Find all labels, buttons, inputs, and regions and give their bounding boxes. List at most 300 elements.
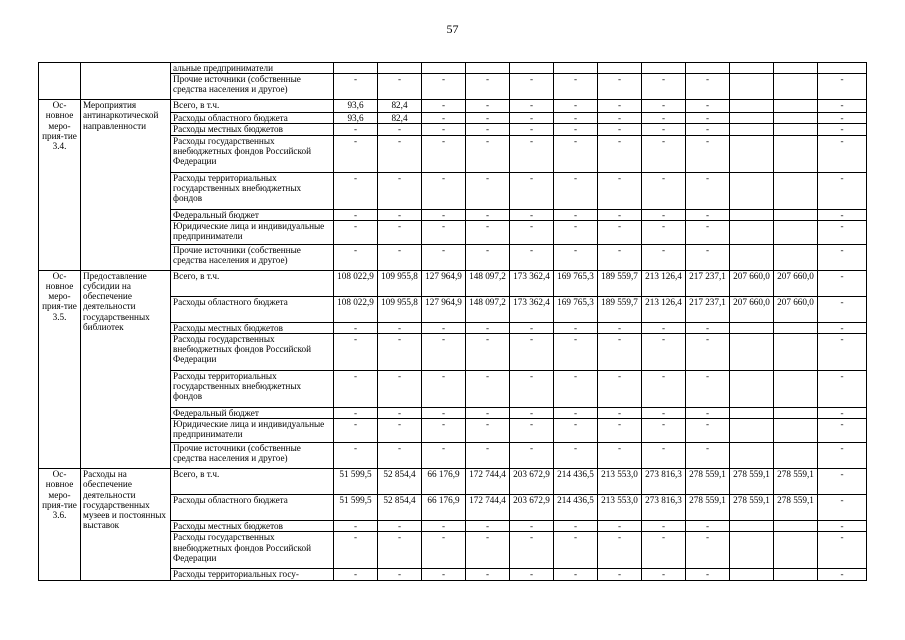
funding-source-cell: Юридические лица и индивидуальные предприниматели — [171, 419, 334, 443]
value-cell: - — [422, 124, 466, 135]
value-cell: - — [554, 135, 598, 172]
funding-source-cell: Расходы государственных внебюджетных фондов Российской Федерации — [171, 334, 334, 371]
value-cell: 169 765,3 — [554, 270, 598, 296]
value-cell: - — [510, 532, 554, 569]
value-cell: - — [686, 74, 730, 100]
value-cell: - — [334, 322, 378, 333]
value-cell: - — [642, 443, 686, 469]
value-cell: 278 559,1 — [774, 469, 818, 495]
value-cell: 214 436,5 — [554, 469, 598, 495]
value-cell: 278 559,1 — [686, 469, 730, 495]
value-cell: - — [466, 443, 510, 469]
value-cell — [774, 569, 818, 580]
value-cell: - — [554, 419, 598, 443]
value-cell: - — [554, 209, 598, 220]
value-cell: 109 955,8 — [378, 270, 422, 296]
funding-source-cell: Прочие источники (собственные средства населения и другое) — [171, 74, 334, 100]
value-cell — [730, 408, 774, 419]
value-cell: 127 964,9 — [422, 270, 466, 296]
value-cell: 214 436,5 — [554, 495, 598, 521]
value-cell: - — [818, 220, 867, 244]
value-cell: - — [554, 532, 598, 569]
value-cell: - — [466, 74, 510, 100]
value-cell: - — [422, 443, 466, 469]
funding-source-cell: Расходы государственных внебюджетных фондов Российской Федерации — [171, 135, 334, 172]
value-cell — [774, 443, 818, 469]
value-cell: - — [334, 569, 378, 580]
value-cell: 207 660,0 — [730, 270, 774, 296]
value-cell: - — [378, 244, 422, 270]
value-cell: - — [510, 408, 554, 419]
value-cell: - — [686, 322, 730, 333]
value-cell: - — [642, 113, 686, 124]
value-cell: - — [818, 334, 867, 371]
value-cell: - — [818, 371, 867, 408]
value-cell: - — [378, 172, 422, 209]
value-cell: - — [598, 408, 642, 419]
value-cell: - — [818, 469, 867, 495]
value-cell — [774, 100, 818, 113]
value-cell — [730, 532, 774, 569]
value-cell: - — [510, 209, 554, 220]
value-cell: - — [818, 244, 867, 270]
value-cell: - — [818, 443, 867, 469]
value-cell — [730, 371, 774, 408]
value-cell — [774, 113, 818, 124]
value-cell: - — [818, 419, 867, 443]
value-cell: - — [334, 74, 378, 100]
value-cell: - — [686, 124, 730, 135]
value-cell — [774, 135, 818, 172]
value-cell: - — [334, 124, 378, 135]
value-cell — [598, 63, 642, 74]
measure-name-cell: Предоставление субсидии на обеспечение деятельности государственных библиотек — [81, 270, 171, 468]
value-cell: 108 022,9 — [334, 270, 378, 296]
value-cell: 93,6 — [334, 100, 378, 113]
value-cell: 172 744,4 — [466, 469, 510, 495]
value-cell: - — [642, 74, 686, 100]
table-row — [39, 63, 867, 74]
value-cell: - — [686, 408, 730, 419]
value-cell: - — [818, 569, 867, 580]
value-cell — [730, 521, 774, 532]
value-cell: - — [334, 209, 378, 220]
value-cell: 82,4 — [378, 100, 422, 113]
funding-source-cell: Расходы территориальных государственных внебюджетных фондов — [171, 371, 334, 408]
value-cell — [774, 124, 818, 135]
value-cell: - — [422, 135, 466, 172]
value-cell: 213 553,0 — [598, 469, 642, 495]
value-cell: 203 672,9 — [510, 469, 554, 495]
value-cell: - — [466, 334, 510, 371]
value-cell: - — [510, 371, 554, 408]
value-cell: - — [554, 100, 598, 113]
value-cell: - — [510, 172, 554, 209]
value-cell: - — [378, 220, 422, 244]
value-cell: 217 237,1 — [686, 270, 730, 296]
value-cell: - — [422, 334, 466, 371]
value-cell: - — [422, 371, 466, 408]
value-cell: - — [334, 408, 378, 419]
value-cell: - — [466, 408, 510, 419]
value-cell: - — [466, 113, 510, 124]
value-cell: - — [686, 371, 730, 408]
value-cell — [334, 63, 378, 74]
value-cell: - — [466, 220, 510, 244]
value-cell: - — [422, 74, 466, 100]
value-cell — [378, 63, 422, 74]
value-cell: - — [818, 172, 867, 209]
value-cell — [774, 209, 818, 220]
value-cell: - — [422, 569, 466, 580]
measure-name-cell — [81, 63, 171, 100]
measure-number-cell: Ос-новное меро-прия-тие 3.6. — [39, 469, 81, 580]
funding-source-cell: Расходы местных бюджетов — [171, 322, 334, 333]
value-cell: - — [466, 124, 510, 135]
value-cell: 213 553,0 — [598, 495, 642, 521]
value-cell: - — [422, 100, 466, 113]
value-cell: - — [334, 135, 378, 172]
value-cell: - — [598, 532, 642, 569]
value-cell: - — [686, 569, 730, 580]
value-cell — [774, 220, 818, 244]
page-number: 57 — [446, 22, 459, 36]
funding-source-cell: Расходы областного бюджета — [171, 495, 334, 521]
value-cell: 207 660,0 — [730, 296, 774, 322]
value-cell: - — [422, 322, 466, 333]
value-cell: - — [466, 371, 510, 408]
value-cell — [422, 63, 466, 74]
value-cell: - — [554, 443, 598, 469]
value-cell — [730, 569, 774, 580]
value-cell: 172 744,4 — [466, 495, 510, 521]
value-cell: - — [378, 521, 422, 532]
value-cell: - — [334, 244, 378, 270]
value-cell: - — [378, 135, 422, 172]
value-cell: - — [818, 124, 867, 135]
value-cell — [774, 334, 818, 371]
value-cell: 51 599,5 — [334, 469, 378, 495]
value-cell — [774, 63, 818, 74]
value-cell — [466, 63, 510, 74]
value-cell: - — [818, 113, 867, 124]
value-cell: - — [466, 569, 510, 580]
value-cell: - — [422, 209, 466, 220]
value-cell: - — [818, 408, 867, 419]
value-cell: 207 660,0 — [774, 270, 818, 296]
value-cell: - — [642, 408, 686, 419]
value-cell: - — [686, 113, 730, 124]
value-cell — [730, 443, 774, 469]
value-cell: 148 097,2 — [466, 296, 510, 322]
value-cell — [774, 74, 818, 100]
value-cell — [818, 63, 867, 74]
value-cell: - — [642, 100, 686, 113]
value-cell: - — [642, 521, 686, 532]
value-cell: - — [334, 419, 378, 443]
value-cell: - — [334, 521, 378, 532]
value-cell — [774, 532, 818, 569]
value-cell: - — [818, 521, 867, 532]
value-cell: - — [378, 371, 422, 408]
value-cell: - — [554, 113, 598, 124]
table-row — [39, 270, 867, 296]
value-cell — [774, 172, 818, 209]
value-cell: - — [598, 521, 642, 532]
value-cell: 82,4 — [378, 113, 422, 124]
value-cell: - — [598, 172, 642, 209]
funding-source-cell: Федеральный бюджет — [171, 408, 334, 419]
value-cell: - — [378, 569, 422, 580]
value-cell: - — [598, 74, 642, 100]
value-cell: - — [334, 172, 378, 209]
value-cell — [730, 113, 774, 124]
value-cell: - — [686, 209, 730, 220]
funding-source-cell: Расходы местных бюджетов — [171, 124, 334, 135]
value-cell — [554, 63, 598, 74]
value-cell: - — [818, 270, 867, 296]
value-cell: - — [510, 443, 554, 469]
value-cell: - — [598, 113, 642, 124]
value-cell: - — [466, 419, 510, 443]
measure-number-cell: Ос-новное меро-прия-тие 3.4. — [39, 100, 81, 271]
value-cell — [774, 521, 818, 532]
budget-table — [38, 62, 867, 581]
value-cell: 273 816,3 — [642, 469, 686, 495]
value-cell: - — [378, 209, 422, 220]
value-cell: 109 955,8 — [378, 296, 422, 322]
value-cell: 169 765,3 — [554, 296, 598, 322]
funding-source-cell: Расходы областного бюджета — [171, 296, 334, 322]
funding-source-cell: Всего, в т.ч. — [171, 100, 334, 113]
value-cell: 148 097,2 — [466, 270, 510, 296]
funding-source-cell: альные предприниматели — [171, 63, 334, 74]
value-cell: - — [686, 100, 730, 113]
value-cell: - — [466, 172, 510, 209]
value-cell: - — [422, 113, 466, 124]
value-cell: - — [422, 408, 466, 419]
value-cell: - — [334, 532, 378, 569]
value-cell: - — [642, 322, 686, 333]
value-cell: - — [642, 334, 686, 371]
value-cell — [730, 135, 774, 172]
value-cell: - — [554, 569, 598, 580]
value-cell: - — [642, 532, 686, 569]
value-cell: - — [378, 419, 422, 443]
value-cell: 66 176,9 — [422, 469, 466, 495]
value-cell: 189 559,7 — [598, 270, 642, 296]
value-cell: - — [334, 371, 378, 408]
funding-source-cell: Прочие источники (собственные средства населения и другое) — [171, 244, 334, 270]
value-cell: - — [510, 74, 554, 100]
value-cell: - — [422, 172, 466, 209]
value-cell: - — [510, 322, 554, 333]
value-cell: - — [686, 443, 730, 469]
value-cell: - — [598, 244, 642, 270]
value-cell: - — [334, 220, 378, 244]
value-cell: - — [510, 419, 554, 443]
value-cell: - — [598, 569, 642, 580]
value-cell — [774, 419, 818, 443]
value-cell — [730, 172, 774, 209]
value-cell: - — [510, 220, 554, 244]
value-cell: - — [554, 521, 598, 532]
value-cell: - — [818, 100, 867, 113]
value-cell: - — [598, 124, 642, 135]
value-cell: - — [422, 244, 466, 270]
value-cell: 173 362,4 — [510, 270, 554, 296]
value-cell: - — [378, 443, 422, 469]
value-cell — [730, 209, 774, 220]
funding-source-cell: Юридические лица и индивидуальные предприниматели — [171, 220, 334, 244]
value-cell: 213 126,4 — [642, 296, 686, 322]
value-cell: 213 126,4 — [642, 270, 686, 296]
value-cell: - — [642, 371, 686, 408]
value-cell: - — [818, 322, 867, 333]
funding-source-cell: Всего, в т.ч. — [171, 270, 334, 296]
value-cell: 52 854,4 — [378, 495, 422, 521]
value-cell — [730, 322, 774, 333]
value-cell: - — [466, 532, 510, 569]
value-cell: - — [686, 135, 730, 172]
value-cell: - — [598, 220, 642, 244]
value-cell: - — [598, 419, 642, 443]
funding-source-cell: Прочие источники (собственные средства населения и другое) — [171, 443, 334, 469]
value-cell: 108 022,9 — [334, 296, 378, 322]
funding-source-cell: Расходы местных бюджетов — [171, 521, 334, 532]
value-cell — [686, 63, 730, 74]
value-cell: - — [510, 521, 554, 532]
value-cell: 278 559,1 — [730, 469, 774, 495]
funding-source-cell: Расходы территориальных государственных внебюджетных фондов — [171, 172, 334, 209]
value-cell: - — [686, 172, 730, 209]
value-cell: - — [466, 209, 510, 220]
value-cell: - — [818, 135, 867, 172]
value-cell: - — [642, 172, 686, 209]
value-cell: - — [642, 124, 686, 135]
value-cell: - — [378, 334, 422, 371]
value-cell: - — [334, 334, 378, 371]
funding-source-cell: Федеральный бюджет — [171, 209, 334, 220]
value-cell: - — [554, 74, 598, 100]
value-cell: - — [554, 244, 598, 270]
value-cell: - — [466, 521, 510, 532]
value-cell: 51 599,5 — [334, 495, 378, 521]
value-cell: 173 362,4 — [510, 296, 554, 322]
value-cell: - — [598, 443, 642, 469]
value-cell: - — [334, 443, 378, 469]
measure-name-cell: Мероприятия антинаркотической направленности — [81, 100, 171, 271]
value-cell: - — [510, 244, 554, 270]
funding-source-cell: Расходы государственных внебюджетных фондов Российской Федерации — [171, 532, 334, 569]
value-cell: 207 660,0 — [774, 296, 818, 322]
value-cell: 203 672,9 — [510, 495, 554, 521]
value-cell: - — [686, 532, 730, 569]
value-cell: 278 559,1 — [686, 495, 730, 521]
value-cell: - — [554, 220, 598, 244]
value-cell — [730, 419, 774, 443]
value-cell — [730, 100, 774, 113]
value-cell: - — [554, 408, 598, 419]
value-cell: - — [510, 569, 554, 580]
value-cell — [774, 408, 818, 419]
value-cell — [730, 124, 774, 135]
value-cell: - — [686, 244, 730, 270]
funding-source-cell: Всего, в т.ч. — [171, 469, 334, 495]
value-cell: - — [554, 124, 598, 135]
value-cell — [730, 244, 774, 270]
value-cell: - — [422, 532, 466, 569]
value-cell: 52 854,4 — [378, 469, 422, 495]
value-cell — [510, 63, 554, 74]
value-cell: - — [598, 371, 642, 408]
value-cell: - — [466, 100, 510, 113]
value-cell: - — [510, 100, 554, 113]
value-cell: - — [422, 521, 466, 532]
value-cell: - — [598, 209, 642, 220]
value-cell: - — [598, 100, 642, 113]
value-cell: 93,6 — [334, 113, 378, 124]
value-cell: - — [422, 419, 466, 443]
value-cell: - — [554, 172, 598, 209]
value-cell: - — [510, 124, 554, 135]
value-cell: - — [642, 569, 686, 580]
value-cell: 273 816,3 — [642, 495, 686, 521]
value-cell: - — [510, 334, 554, 371]
value-cell: - — [642, 419, 686, 443]
funding-source-cell: Расходы территориальных госу- — [171, 569, 334, 580]
measure-number-cell — [39, 63, 81, 100]
value-cell: - — [378, 408, 422, 419]
value-cell — [730, 74, 774, 100]
value-cell: - — [598, 135, 642, 172]
value-cell: - — [818, 495, 867, 521]
value-cell: - — [554, 322, 598, 333]
value-cell — [774, 244, 818, 270]
value-cell — [730, 220, 774, 244]
value-cell: - — [466, 322, 510, 333]
value-cell: - — [598, 334, 642, 371]
value-cell: 217 237,1 — [686, 296, 730, 322]
value-cell — [774, 322, 818, 333]
value-cell: - — [554, 334, 598, 371]
value-cell: - — [686, 419, 730, 443]
value-cell: - — [598, 322, 642, 333]
value-cell: - — [378, 124, 422, 135]
measure-number-cell: Ос-новное меро-прия-тие 3.5. — [39, 270, 81, 468]
value-cell: - — [378, 322, 422, 333]
value-cell: 189 559,7 — [598, 296, 642, 322]
value-cell: - — [642, 220, 686, 244]
value-cell — [730, 334, 774, 371]
value-cell — [730, 63, 774, 74]
value-cell: - — [554, 371, 598, 408]
value-cell: - — [642, 135, 686, 172]
value-cell — [774, 371, 818, 408]
table-row — [39, 100, 867, 113]
value-cell: - — [378, 532, 422, 569]
value-cell: - — [510, 135, 554, 172]
table-row — [39, 469, 867, 495]
value-cell: - — [818, 532, 867, 569]
value-cell: - — [466, 244, 510, 270]
value-cell: - — [378, 74, 422, 100]
measure-name-cell: Расходы на обеспечение деятельности государственных музеев и постоянных выставок — [81, 469, 171, 580]
value-cell: - — [818, 209, 867, 220]
value-cell: - — [642, 244, 686, 270]
value-cell: - — [686, 521, 730, 532]
value-cell: - — [466, 135, 510, 172]
